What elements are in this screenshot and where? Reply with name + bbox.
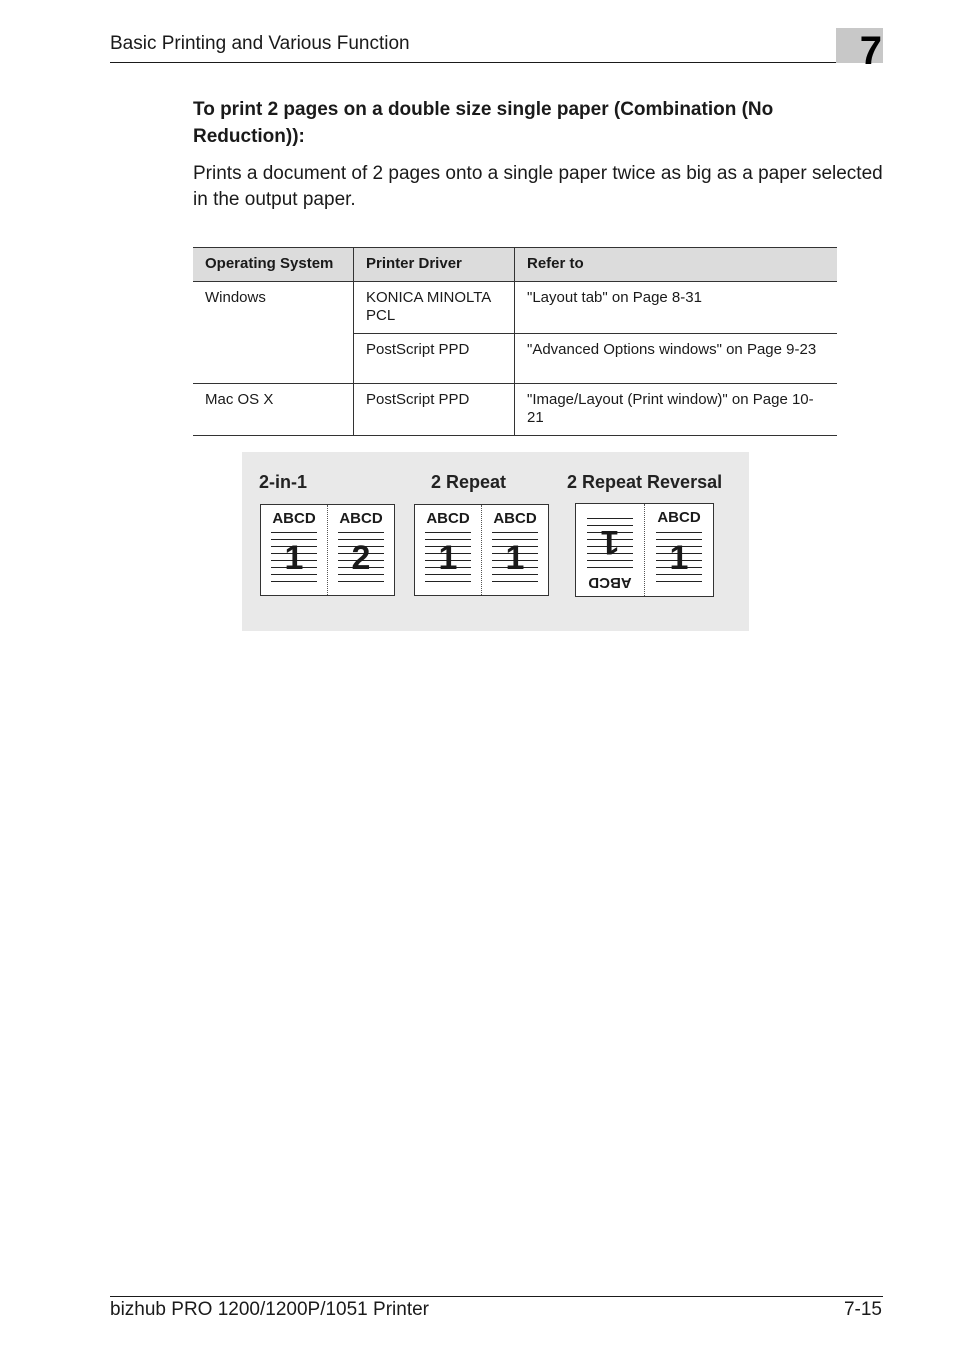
- text-line: [425, 532, 471, 533]
- running-header-title: Basic Printing and Various Function: [110, 33, 410, 54]
- page-number: 1: [284, 539, 304, 577]
- label-2-in-1: 2-in-1: [259, 472, 308, 492]
- sheet-2-repeat-reversal: [575, 503, 714, 597]
- table-cell-driver: PostScript PPD: [354, 334, 515, 384]
- text-line: [587, 518, 633, 519]
- page-number: 1: [438, 539, 458, 577]
- table-header-cell: Refer to: [515, 248, 838, 282]
- page-number: 1: [669, 539, 689, 577]
- page-heading-text: ABCD: [493, 510, 537, 527]
- text-line: [425, 581, 471, 582]
- sheet-page-left: [415, 505, 481, 595]
- section-heading: To print 2 pages on a double size single paper (Combination (No Reduction)):: [193, 99, 774, 147]
- text-line: [271, 532, 317, 533]
- page-number: 1: [600, 523, 620, 561]
- text-line: [656, 581, 702, 582]
- page-heading-text: ABCD: [272, 510, 316, 527]
- reference-table: [193, 247, 837, 436]
- text-line: [338, 581, 384, 582]
- sheet-page-left-reversed: [576, 504, 644, 596]
- page-heading-text: ABCD: [426, 510, 470, 527]
- text-line: [492, 581, 538, 582]
- text-line: [338, 532, 384, 533]
- sheet-page-right: [645, 504, 713, 596]
- page-heading-text: ABCD: [339, 510, 383, 527]
- footer-product-name: bizhub PRO 1200/1200P/1051 Printer: [110, 1299, 429, 1320]
- chapter-number: 7: [859, 29, 882, 73]
- table-cell-driver: KONICA MINOLTA PCL: [354, 282, 515, 334]
- page-heading-text: ABCD: [657, 509, 701, 526]
- combination-illustration: [242, 452, 749, 631]
- footer-rule: [110, 1296, 883, 1297]
- text-line: [656, 532, 702, 533]
- sheet-page-right: [328, 505, 394, 595]
- table-cell-os: Windows: [193, 282, 354, 384]
- footer-page-number: 7-15: [843, 1299, 882, 1320]
- label-2-repeat: 2 Repeat: [431, 472, 507, 492]
- table-cell-os: Mac OS X: [193, 384, 354, 436]
- table-header-cell: Operating System: [193, 248, 354, 282]
- table-row: [193, 282, 837, 334]
- page-number: 1: [505, 539, 525, 577]
- table-cell-refer: "Image/Layout (Print window)" on Page 10-21: [515, 384, 838, 436]
- sheet-2-in-1: [260, 504, 395, 596]
- header-rule: [110, 62, 883, 63]
- table-header-cell: Printer Driver: [354, 248, 515, 282]
- text-line: [587, 567, 633, 568]
- sheet-page-right: [482, 505, 548, 595]
- section-paragraph: Prints a document of 2 pages onto a single paper twice as big as a paper selected in the output paper.: [193, 163, 883, 210]
- table-cell-refer: "Layout tab" on Page 8-31: [515, 282, 838, 334]
- sheet-2-repeat: [414, 504, 549, 596]
- table-cell-refer: "Advanced Options windows" on Page 9-23: [515, 334, 838, 384]
- text-line: [271, 581, 317, 582]
- page-heading-text: ABCD: [588, 574, 632, 591]
- table-cell-driver: PostScript PPD: [354, 384, 515, 436]
- text-line: [492, 532, 538, 533]
- page-number: 2: [351, 539, 371, 577]
- sheet-page-left: [261, 505, 327, 595]
- table-row: [193, 384, 837, 436]
- label-2-repeat-reversal: 2 Repeat Reversal: [567, 472, 723, 492]
- table-header-row: [193, 248, 837, 282]
